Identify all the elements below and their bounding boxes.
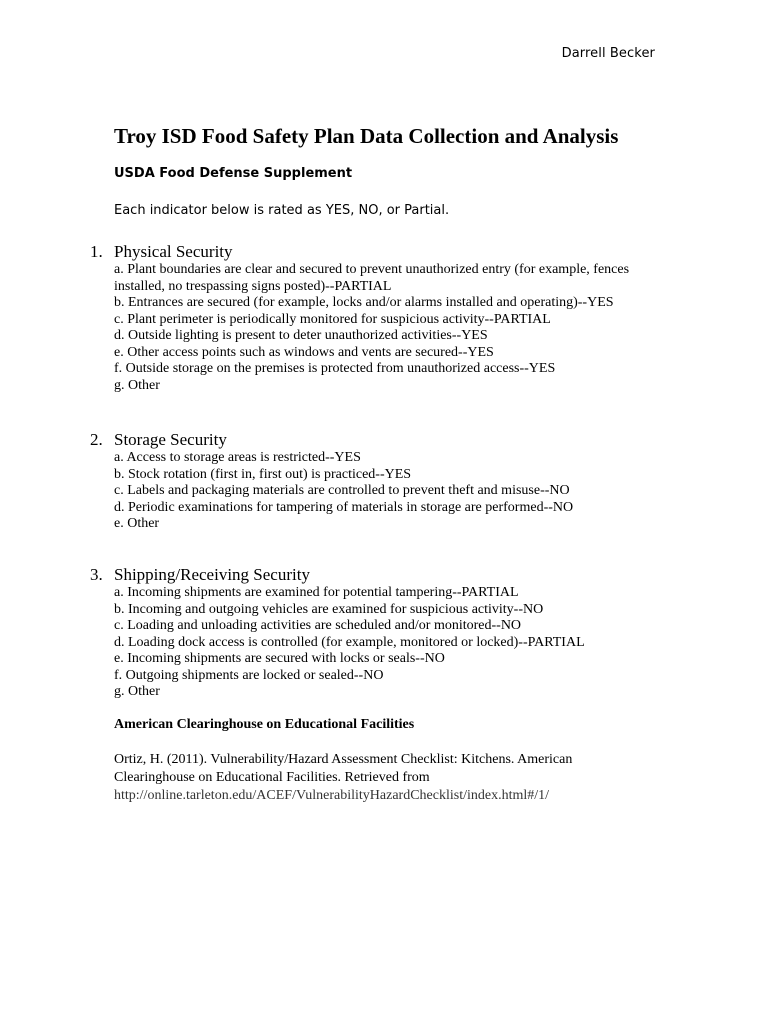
section-title: Storage Security <box>114 430 227 449</box>
indicator-list <box>90 262 650 394</box>
indicator-item: c. Labels and packaging materials are controlled to prevent theft and misuse--NO <box>114 483 570 498</box>
section-heading <box>90 430 650 450</box>
section-storage-security <box>90 430 650 533</box>
indicator-item: e. Other access points such as windows and vents are secured--YES <box>114 344 494 360</box>
indicator-list <box>90 450 650 533</box>
section-title: Physical Security <box>114 242 233 261</box>
indicator-item: c. Plant perimeter is periodically monitored for suspicious activity--PARTIAL <box>114 311 551 327</box>
indicator-item: d. Outside lighting is present to deter unauthorized activities--YES <box>114 328 488 343</box>
section-title: Shipping/Receiving Security <box>114 565 310 584</box>
section-number: 2. <box>90 430 103 449</box>
indicator-item: e. Incoming shipments are secured with locks or seals--NO <box>114 651 445 666</box>
section-heading <box>90 242 650 262</box>
rating-instruction: Each indicator below is rated as YES, NO, or Partial. <box>114 203 450 218</box>
citation-link[interactable]: http://online.tarleton.edu/ACEF/VulnerabilityHazardChecklist/index.html#/1/ <box>114 788 550 803</box>
indicator-item: d. Loading dock access is controlled (for example, monitored or locked)--PARTIAL <box>114 634 585 650</box>
citation-text: Ortiz, H. (2011). Vulnerability/Hazard Assessment Checklist: Kitchens. American Clearinghouse on Educational Facilities. Retrieved from <box>114 752 573 785</box>
document-subtitle: USDA Food Defense Supplement <box>114 166 353 181</box>
section-number: 1. <box>90 242 103 261</box>
indicator-item: d. Periodic examinations for tampering of materials in storage are performed--NO <box>114 499 574 515</box>
indicator-item: e. Other <box>114 516 160 531</box>
document-title: Troy ISD Food Safety Plan Data Collection and Analysis <box>114 124 619 148</box>
indicator-item: a. Access to storage areas is restricted--YES <box>114 450 361 465</box>
indicator-item: a. Incoming shipments are examined for potential tampering--PARTIAL <box>114 585 519 600</box>
indicator-item: b. Entrances are secured (for example, locks and/or alarms installed and operating)--YES <box>114 295 614 310</box>
indicator-item: g. Other <box>114 377 160 393</box>
indicator-item: b. Stock rotation (first in, first out) is practiced--YES <box>114 466 412 482</box>
section-physical-security <box>90 242 650 394</box>
indicator-item: f. Outside storage on the premises is protected from unauthorized access--YES <box>114 361 556 376</box>
indicator-item: c. Loading and unloading activities are scheduled and/or monitored--NO <box>114 618 522 633</box>
citation <box>114 751 634 805</box>
indicator-item: f. Outgoing shipments are locked or sealed--NO <box>114 667 384 683</box>
author-name: Darrell Becker <box>561 46 655 61</box>
section-heading <box>90 565 650 585</box>
section-number: 3. <box>90 565 103 584</box>
section-shipping-receiving-security <box>90 565 650 701</box>
indicator-item: b. Incoming and outgoing vehicles are examined for suspicious activity--NO <box>114 601 544 617</box>
indicator-item: a. Plant boundaries are clear and secured to prevent unauthorized entry (for example, fences installed, no trespassing signs posted)--PARTIAL <box>114 262 630 294</box>
source-heading: American Clearinghouse on Educational Facilities <box>114 717 415 732</box>
indicator-list <box>90 585 650 701</box>
indicator-item: g. Other <box>114 684 160 699</box>
